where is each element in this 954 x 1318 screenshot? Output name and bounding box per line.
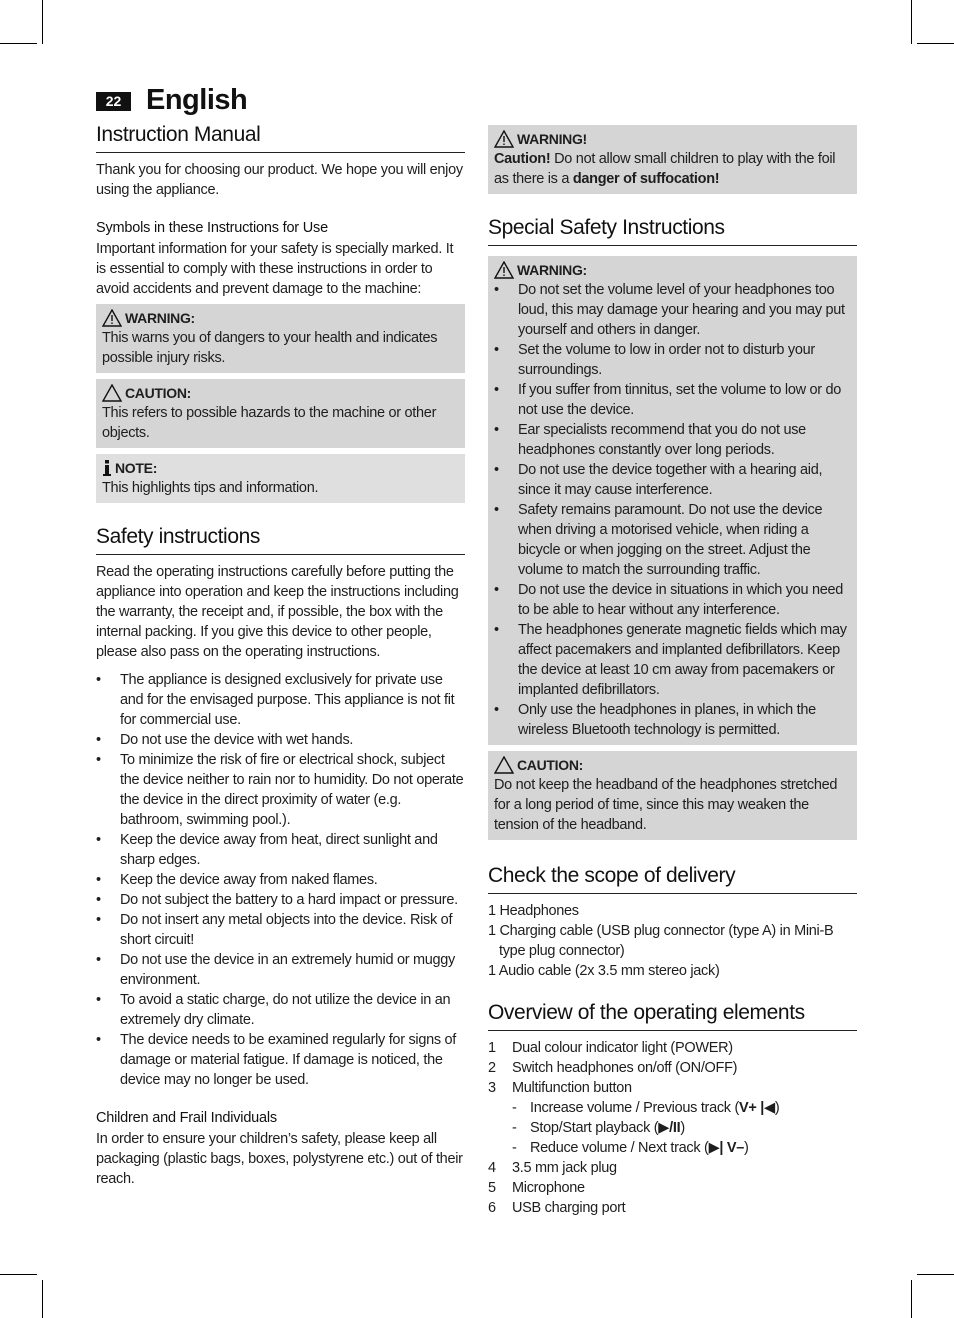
- special-caution-head: [494, 755, 851, 775]
- item-text: Switch headphones on/off (ON/OFF): [512, 1060, 738, 1076]
- sub-item-text: [530, 1098, 779, 1118]
- item-text: Dual colour indicator light (POWER): [512, 1040, 733, 1056]
- list-item: • Do not insert any metal objects into the device. Risk of short circuit!: [96, 910, 465, 950]
- list-item: [488, 1078, 857, 1098]
- children-text: In order to ensure your children’s safety, please keep all packaging (plastic bags, boxes, polystyrene etc.) out of their reach.: [96, 1131, 463, 1187]
- note-box-head: [102, 458, 459, 478]
- safety-intro: Read the operating instructions carefully before putting the appliance into operation and keep the instructions including the warranty, the receipt and, if possible, the box with the internal packing. If you give this device to other people, please also pass on the operating instructions.: [96, 564, 459, 660]
- list-item: • To avoid a static charge, do not utilize the device in an extremely dry climate.: [96, 990, 465, 1030]
- list-item: [488, 1038, 857, 1058]
- list-item: [488, 1178, 857, 1198]
- top-warning-label: WARNING!: [517, 131, 587, 147]
- list-item: • The device needs to be examined regularly for signs of damage or material fatigue. If damage is noticed, the device may no longer be used.: [96, 1030, 465, 1090]
- list-item: • Do not use the device in an extremely humid or muggy environment.: [96, 950, 465, 990]
- list-item: • Do not use the device with wet hands.: [96, 730, 465, 750]
- section-title-instruction-manual: Instruction Manual: [96, 123, 465, 153]
- caution-word: Caution!: [494, 151, 551, 167]
- intro-text: Thank you for choosing our product. We hope you will enjoy using the appliance.: [96, 162, 463, 198]
- list-item: • The headphones generate magnetic fields which may affect pacemakers and implanted defibrillators. Keep the device at least 10 cm away from pacemakers or implanted defibrillators.: [494, 620, 851, 700]
- list-item: • Do not use the device together with a hearing aid, since it may cause interference.: [494, 460, 851, 500]
- list-item: 1 Headphones: [488, 903, 579, 919]
- info-icon: [102, 459, 112, 477]
- list-item: [488, 1058, 857, 1078]
- special-caution-box: [488, 751, 857, 840]
- list-item: 1 Charging cable (USB plug connector (type A) in Mini-B type plug connector): [488, 923, 834, 959]
- warning-icon: [494, 261, 514, 279]
- volume-up-prev-icon: V+ |◀: [739, 1100, 775, 1116]
- top-warning-text: [494, 149, 851, 189]
- note-label: NOTE:: [115, 460, 158, 476]
- sub-item-close: ): [744, 1140, 749, 1156]
- list-item: [488, 1158, 857, 1178]
- item-text: USB charging port: [512, 1200, 626, 1216]
- right-column: [488, 125, 857, 1218]
- sub-item-label: Stop/Start playback (: [530, 1120, 659, 1136]
- warning-text: This warns you of dangers to your health and indicates possible injury risks.: [102, 330, 438, 366]
- note-text: This highlights tips and information.: [102, 480, 319, 496]
- crop-mark: [917, 1274, 954, 1275]
- sub-item-close: ): [680, 1120, 685, 1136]
- caution-icon: [494, 756, 514, 774]
- special-warning-box: [488, 256, 857, 745]
- list-item: 1 Audio cable (2x 3.5 mm stereo jack): [488, 963, 720, 979]
- crop-mark: [917, 43, 954, 44]
- crop-mark: [0, 43, 37, 44]
- crop-mark: [911, 0, 912, 44]
- sub-dash: -: [512, 1120, 517, 1136]
- warning-icon: [102, 309, 122, 327]
- sub-list-item: [488, 1098, 857, 1118]
- list-item: • The appliance is designed exclusively for private use and for the envisaged purpose. This appliance is not fit for commercial use.: [96, 670, 465, 730]
- crop-mark: [911, 1280, 912, 1318]
- symbols-heading: Symbols in these Instructions for Use: [96, 220, 328, 236]
- special-warning-label: WARNING:: [517, 262, 587, 278]
- sub-item-text: [530, 1138, 749, 1158]
- sub-item-label: Reduce volume / Next track (: [530, 1140, 709, 1156]
- left-column: [96, 120, 465, 1189]
- list-item: • Keep the device away from naked flames.: [96, 870, 465, 890]
- list-item: • Do not subject the battery to a hard impact or pressure.: [96, 890, 465, 910]
- warning-icon: [494, 130, 514, 148]
- page-title: English: [146, 84, 248, 116]
- caution-label: CAUTION:: [125, 385, 192, 401]
- special-safety-list: [494, 280, 851, 740]
- special-warning-head: [494, 260, 851, 280]
- top-warning-box: [488, 125, 857, 194]
- crop-mark: [42, 1280, 43, 1318]
- top-warning-head: [494, 129, 851, 149]
- item-number: 4: [488, 1160, 496, 1176]
- item-text: Microphone: [512, 1180, 585, 1196]
- delivery-list: [488, 901, 857, 981]
- children-heading: Children and Frail Individuals: [96, 1110, 277, 1126]
- list-item: • Ear specialists recommend that you do not use headphones constantly over long periods.: [494, 420, 851, 460]
- list-item: • Do not set the volume level of your headphones too loud, this may damage your hearing and you may put yourself and others in danger.: [494, 280, 851, 340]
- sub-list-item: [488, 1118, 857, 1138]
- warning-label: WARNING:: [125, 310, 195, 326]
- list-item: • Set the volume to low in order not to disturb your surroundings.: [494, 340, 851, 380]
- sub-list-item: [488, 1138, 857, 1158]
- section-title-overview: Overview of the operating elements: [488, 1001, 857, 1031]
- caution-text: This refers to possible hazards to the machine or other objects.: [102, 405, 437, 441]
- special-caution-label: CAUTION:: [517, 757, 584, 773]
- list-item: [488, 1198, 857, 1218]
- sub-item-close: ): [774, 1100, 780, 1116]
- item-text: 3.5 mm jack plug: [512, 1160, 617, 1176]
- list-item: • Safety remains paramount. Do not use the device when driving a motorised vehicle, when riding a bicycle or when jogging on the street. Adjust the volume to match the surrounding traffic.: [494, 500, 851, 580]
- crop-mark: [0, 1274, 37, 1275]
- caution-icon: [102, 384, 122, 402]
- warning-box: [96, 304, 465, 373]
- item-number: 5: [488, 1180, 496, 1196]
- item-number: 6: [488, 1200, 496, 1216]
- operating-elements-list: [488, 1038, 857, 1218]
- list-item: • Do not use the device in situations in which you need to be able to hear without any interference.: [494, 580, 851, 620]
- safety-list: [96, 670, 465, 1090]
- section-title-delivery: Check the scope of delivery: [488, 864, 857, 894]
- section-title-special-safety: Special Safety Instructions: [488, 216, 857, 246]
- section-title-safety: Safety instructions: [96, 525, 465, 555]
- list-item: • Only use the headphones in planes, in which the wireless Bluetooth technology is permitted.: [494, 700, 851, 740]
- item-text: Multifunction button: [512, 1080, 632, 1096]
- sub-item-label: Increase volume / Previous track (: [530, 1100, 739, 1116]
- caution-box: [96, 379, 465, 448]
- special-caution-text: Do not keep the headband of the headphones stretched for a long period of time, since this may weaken the tension of the headband.: [494, 777, 838, 833]
- play-pause-icon: ▶/II: [658, 1120, 681, 1136]
- item-number: 3: [488, 1080, 496, 1096]
- symbols-text: Important information for your safety is specially marked. It is essential to comply with these instructions in order to avoid accidents and prevent damage to the machine:: [96, 241, 454, 297]
- list-item: • If you suffer from tinnitus, set the volume to low or do not use the device.: [494, 380, 851, 420]
- note-box: [96, 454, 465, 503]
- sub-dash: -: [512, 1140, 517, 1156]
- suffocation-text: Do not allow small children to play with the foil as there is a: [494, 151, 836, 187]
- list-item: • Keep the device away from heat, direct sunlight and sharp edges.: [96, 830, 465, 870]
- sub-item-text: [530, 1118, 685, 1138]
- next-volume-down-icon: ▶| V–: [708, 1140, 745, 1156]
- crop-mark: [42, 0, 43, 44]
- item-number: 1: [488, 1040, 496, 1056]
- list-item: • To minimize the risk of fire or electrical shock, subject the device neither to rain nor to humidity. Do not operate the device in the direct proximity of water (e.g. bathroom, swimming pool.).: [96, 750, 465, 830]
- warning-box-head: [102, 308, 459, 328]
- suffocation-danger: danger of suffocation!: [572, 171, 720, 187]
- caution-box-head: [102, 383, 459, 403]
- item-number: 2: [488, 1060, 496, 1076]
- sub-dash: -: [512, 1100, 517, 1116]
- page-number: 22: [96, 92, 131, 111]
